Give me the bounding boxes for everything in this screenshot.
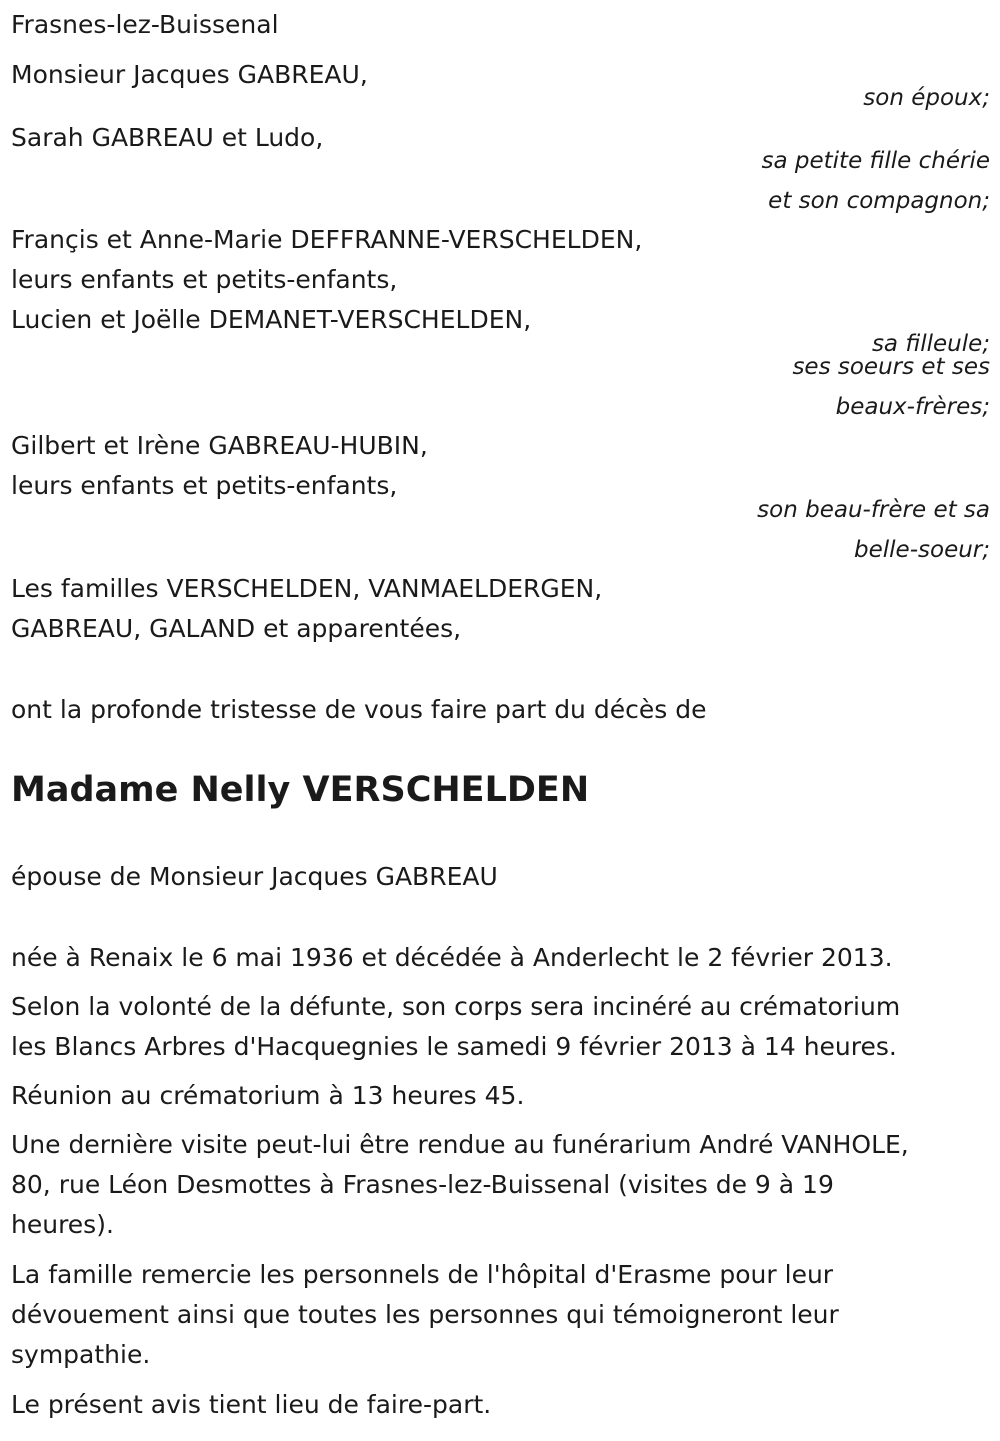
family-name-line: Françis et Anne-Marie DEFFRANNE-VERSCHELDEN, [11, 225, 643, 254]
relation-line: beaux-frères; [835, 394, 990, 420]
relation-line: et son compagnon; [768, 188, 990, 214]
location: Frasnes-lez-Buissenal [11, 10, 279, 39]
paragraph-line: 80, rue Léon Desmottes à Frasnes-lez-Buissenal (visites de 9 à 19 [11, 1170, 834, 1199]
spouse-line: épouse de Monsieur Jacques GABREAU [11, 862, 498, 891]
paragraph-line: heures). [11, 1210, 114, 1239]
relation-line: son beau-frère et sa [757, 497, 990, 523]
relation-line: sa filleule; [871, 331, 990, 357]
relation-line: belle-soeur; [854, 537, 990, 563]
paragraph-line: sympathie. [11, 1340, 151, 1369]
paragraph-line: les Blancs Arbres d'Hacquegnies le samedi 9 février 2013 à 14 heures. [11, 1032, 897, 1061]
paragraph-line: Selon la volonté de la défunte, son corps sera incinéré au crématorium [11, 992, 901, 1021]
family-name-line: Lucien et Joëlle DEMANET-VERSCHELDEN, [11, 305, 532, 334]
announcement: ont la profonde tristesse de vous faire part du décès de [11, 695, 707, 724]
paragraph-line: Le présent avis tient lieu de faire-part. [11, 1390, 492, 1419]
paragraph-line: dévouement ainsi que toutes les personnes qui témoigneront leur [11, 1300, 839, 1329]
relation-line: sa petite fille chérie [761, 148, 990, 174]
family-name-line: Monsieur Jacques GABREAU, [11, 60, 368, 89]
paragraph-line: La famille remercie les personnels de l'hôpital d'Erasme pour leur [11, 1260, 834, 1289]
paragraph-line: née à Renaix le 6 mai 1936 et décédée à Anderlecht le 2 février 2013. [11, 943, 893, 972]
family-name-line: leurs enfants et petits-enfants, [11, 265, 398, 294]
paragraph-line: Une dernière visite peut-lui être rendue au funérarium André VANHOLE, [11, 1130, 909, 1159]
family-name-line: Sarah GABREAU et Ludo, [11, 123, 324, 152]
family-name-line: GABREAU, GALAND et apparentées, [11, 614, 462, 643]
relation-line: ses soeurs et ses [792, 354, 990, 380]
paragraph-line: Réunion au crématorium à 13 heures 45. [11, 1081, 525, 1110]
family-name-line: leurs enfants et petits-enfants, [11, 471, 398, 500]
relation-line: son époux; [863, 85, 990, 111]
family-name-line: Gilbert et Irène GABREAU-HUBIN, [11, 431, 428, 460]
deceased-name: Madame Nelly VERSCHELDEN [11, 770, 590, 810]
family-name-line: Les familles VERSCHELDEN, VANMAELDERGEN, [11, 574, 603, 603]
